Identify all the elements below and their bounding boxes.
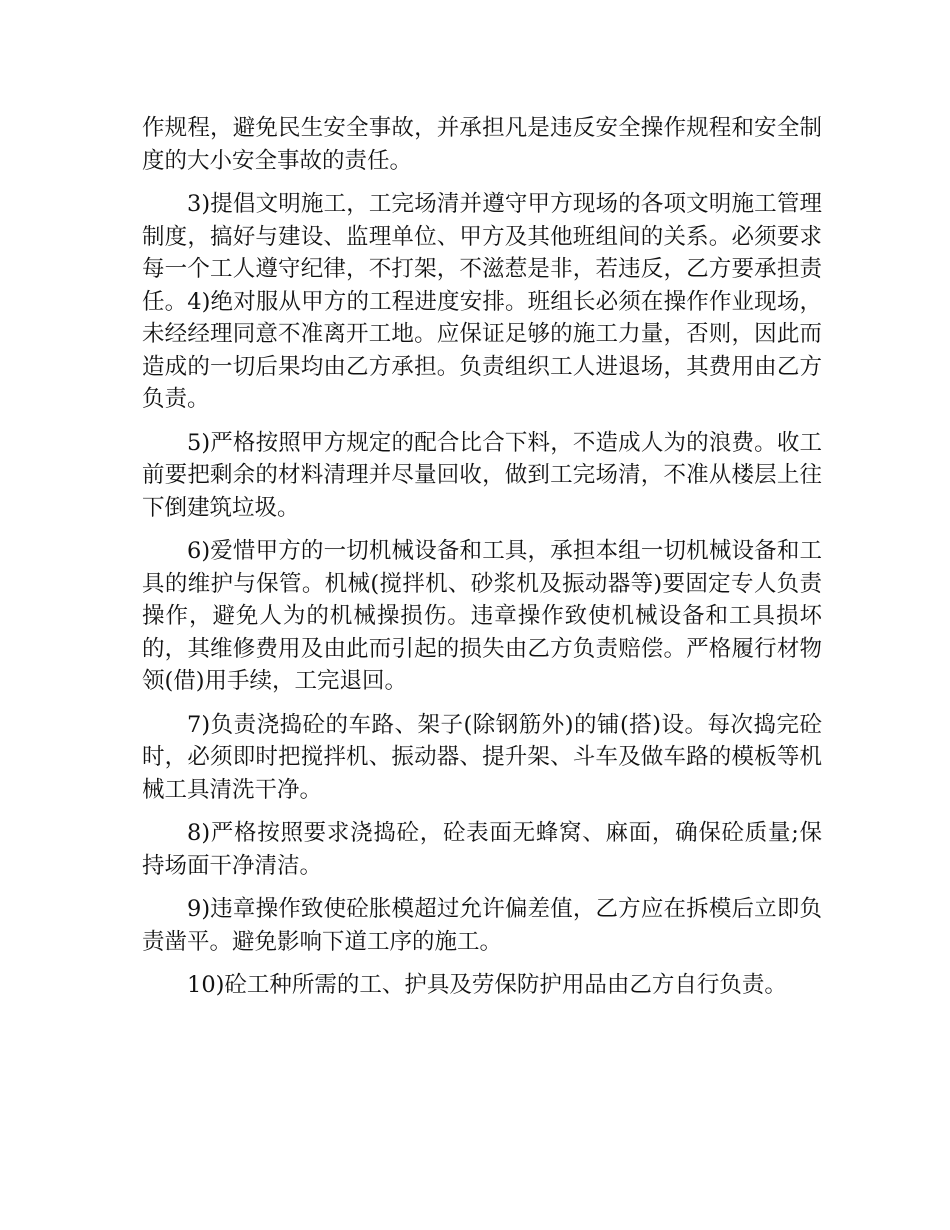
document-page bbox=[142, 112, 822, 1013]
paragraph-item-6: 6)爱惜甲方的一切机械设备和工具，承担本组一切机械设备和工具的维护与保管。机械(搅拌机、砂浆机及振动器等)要固定专人负责操作，避免人为的机械操损伤。违章操作致使机械设备和工具损坏的，其维修费用及由此而引起的损失由乙方负责赔偿。严格履行材物领(借)用手续，工完退回。 bbox=[142, 538, 822, 694]
paragraph-item-8: 8)严格按照要求浇捣砼，砼表面无蜂窝、麻面，确保砼质量;保持场面干净清洁。 bbox=[142, 820, 822, 879]
paragraph-continuation: 作规程，避免民生安全事故，并承担凡是违反安全操作规程和安全制度的大小安全事故的责任。 bbox=[142, 115, 822, 174]
paragraph-item-9: 9)违章操作致使砼胀模超过允许偏差值，乙方应在拆模后立即负责凿平。避免影响下道工序的施工。 bbox=[142, 896, 822, 955]
paragraph-item-7: 7)负责浇捣砼的车路、架子(除钢筋外)的铺(搭)设。每次捣完砼时，必须即时把搅拌机、振动器、提升架、斗车及做车路的模板等机械工具清洗干净。 bbox=[142, 711, 822, 803]
paragraph-item-10: 10)砼工种所需的工、护具及劳保防护用品由乙方自行负责。 bbox=[187, 972, 787, 998]
paragraph-item-3-4: 3)提倡文明施工，工完场清并遵守甲方现场的各项文明施工管理制度，搞好与建设、监理单位、甲方及其他班组间的关系。必须要求每一个工人遵守纪律，不打架，不滋惹是非，若违反，乙方要承担责任。4)绝对服从甲方的工程进度安排。班组长必须在操作作业现场，未经经理同意不准离开工地。应保证足够的施工力量，否则，因此而造成的一切后果均由乙方承担。负责组织工人进退场，其费用由乙方负责。 bbox=[142, 191, 822, 412]
paragraph-item-5: 5)严格按照甲方规定的配合比合下料，不造成人为的浪费。收工前要把剩余的材料清理并尽量回收，做到工完场清，不准从楼层上往下倒建筑垃圾。 bbox=[142, 429, 822, 521]
